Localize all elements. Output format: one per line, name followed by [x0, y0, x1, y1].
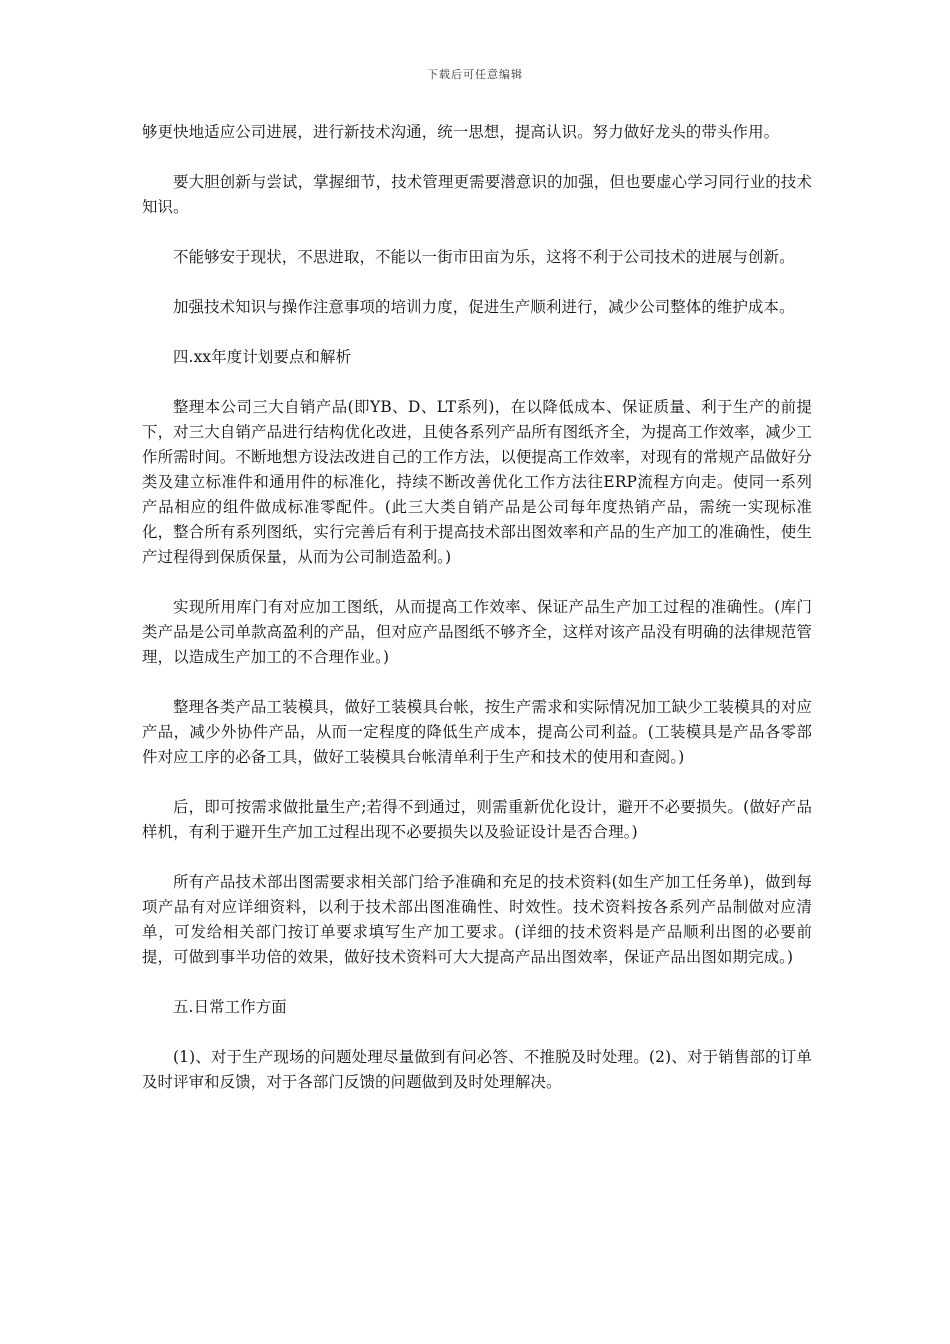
paragraph-5: 整理本公司三大自销产品(即YB、D、LT系列)，在以降低成本、保证质量、利于生产的前提下，对三大自销产品进行结构优化改进，且使各系列产品所有图纸齐全，为提高工作效率，减少工作所需时间。不断地想方设法改进自己的工作方法，以便提高工作效率，对现有的常规产品做好分类及建立标准件和通用件的标准化，持续不断改善优化工作方法往ERP流程方向走。使同一系列产品相应的组件做成标准零配件。(此三大类自销产品是公司每年度热销产品，需统一实现标准化，整合所有系列图纸，实行完善后有利于提高技术部出图效率和产品的生产加工的准确性，使生产过程得到保质保量，从而为公司制造盈利。): [142, 398, 812, 566]
section-heading-4: 四.xx年度计划要点和解析: [173, 348, 352, 366]
paragraph-2: 要大胆创新与尝试，掌握细节，技术管理更需要潜意识的加强，但也要虚心学习同行业的技术知识。: [142, 173, 812, 216]
paragraph-8: 后，即可按需求做批量生产;若得不到通过，则需重新优化设计，避开不必要损失。(做好产品样机，有利于避开生产加工过程出现不必要损失以及验证设计是否合理。): [142, 798, 812, 841]
paragraph-7: 整理各类产品工装模具，做好工装模具台帐，按生产需求和实际情况加工缺少工装模具的对应产品，减少外协件产品，从而一定程度的降低生产成本，提高公司利益。(工装模具是产品各零部件对应工序的必备工具，做好工装模具台帐清单利于生产和技术的使用和查阅。): [142, 698, 812, 766]
paragraph-9: 所有产品技术部出图需要求相关部门给予准确和充足的技术资料(如生产加工任务单)，做到每项产品有对应详细资料，以利于技术部出图准确性、时效性。技术资料按各系列产品制做对应清单，可发给相关部门按订单要求填写生产加工要求。(详细的技术资料是产品顺利出图的必要前提，可做到事半功倍的效果，做好技术资料可大大提高产品出图效率，保证产品出图如期完成。): [142, 873, 812, 966]
paragraph-3: 不能够安于现状，不思进取，不能以一街市田亩为乐，这将不利于公司技术的进展与创新。: [173, 248, 795, 266]
section-heading-5: 五.日常工作方面: [173, 998, 287, 1016]
document-body: [142, 120, 812, 1120]
paragraph-4: 加强技术知识与操作注意事项的培训力度，促进生产顺利进行，减少公司整体的维护成本。: [173, 298, 795, 316]
paragraph-10: (1)、对于生产现场的问题处理尽量做到有问必答、不推脱及时处理。(2)、对于销售部的订单及时评审和反馈，对于各部门反馈的问题做到及时处理解决。: [142, 1048, 812, 1091]
paragraph-6: 实现所用库门有对应加工图纸，从而提高工作效率、保证产品生产加工过程的准确性。(库门类产品是公司单款高盈利的产品，但对应产品图纸不够齐全，这样对该产品没有明确的法律规范管理，以造成生产加工的不合理作业。): [142, 598, 812, 666]
page-header: 下载后可任意编辑: [427, 68, 523, 81]
paragraph-1: 够更快地适应公司进展，进行新技术沟通，统一思想，提高认识。努力做好龙头的带头作用。: [142, 123, 780, 141]
